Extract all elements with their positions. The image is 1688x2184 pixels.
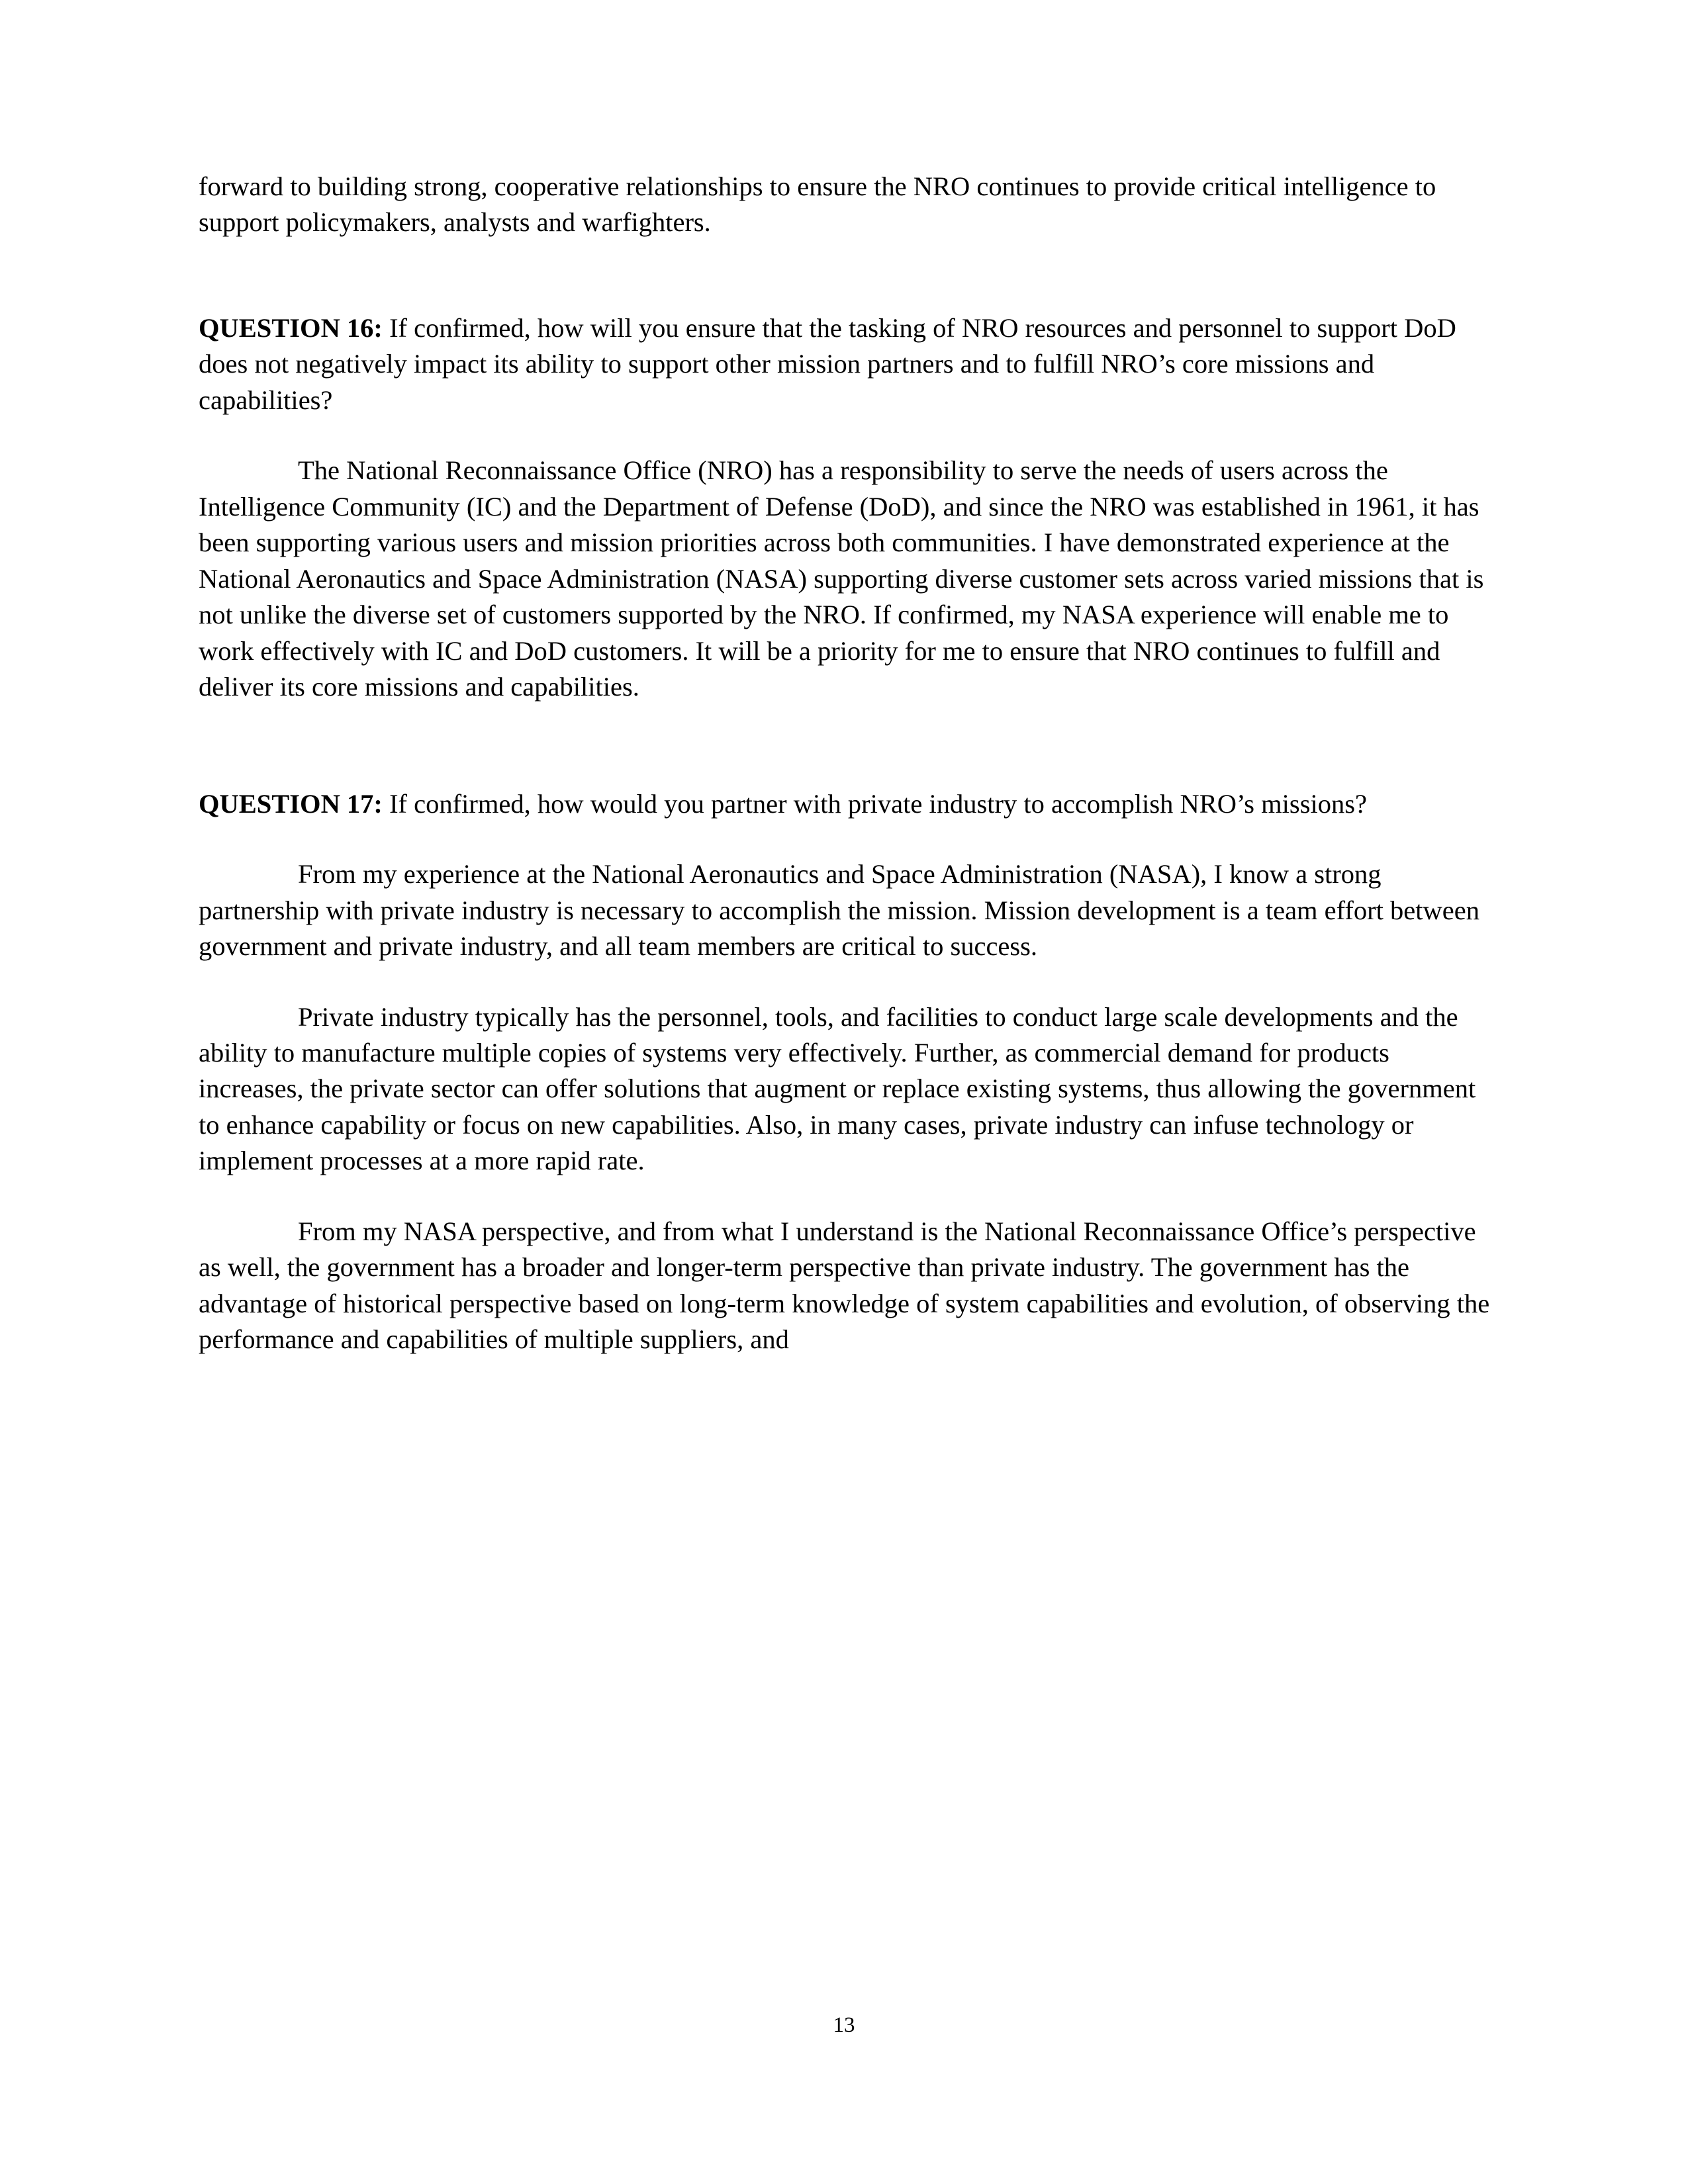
answer-16: The National Reconnaissance Office (NRO) has a responsibility to serve the needs of users across the Intelligence Community (IC) and the Department of Defense (DoD), and since the NRO was established in 1961, it has been supporting various users and mission priorities across both communities. I have demonstrated experience at the National Aeronautics and Space Administration (NASA) supporting diverse customer sets across varied missions that is not unlike the diverse set of customers supported by the NRO. If confirmed, my NASA experience will enable me to work effectively with IC and DoD customers. It will be a priority for me to ensure that NRO continues to fulfill and deliver its core missions and capabilities.: [199, 455, 1484, 702]
spacer: [199, 241, 1496, 310]
spacer: [199, 705, 1496, 786]
page-body: [199, 169, 1496, 1358]
question-17-block: [199, 786, 1496, 822]
question-17-label: QUESTION 17:: [199, 788, 383, 819]
answer-17-paragraph-1: From my experience at the National Aeronautics and Space Administration (NASA), I know a strong partnership with private industry is necessary to accomplish the mission. Mission development is a team effort between government and private industry, and all team members are critical to success.: [199, 859, 1479, 962]
page-number: 13: [833, 2013, 855, 2037]
answer-17-paragraph-2: Private industry typically has the personnel, tools, and facilities to conduct large scale developments and the ability to manufacture multiple copies of systems very effectively. Further, as commercial demand for products increases, the private sector can offer solutions that augment or replace existing systems, thus allowing the government to enhance capability or focus on new capabilities. Also, in many cases, private industry can infuse technology or implement processes at a more rapid rate.: [199, 1001, 1476, 1176]
question-16-label: QUESTION 16:: [199, 312, 383, 343]
question-16-text: If confirmed, how will you ensure that the tasking of NRO resources and personnel to support DoD does not negatively impact its ability to support other mission partners and to fulfill NRO’s core missions and capabilities?: [199, 312, 1456, 415]
spacer: [199, 1179, 1496, 1214]
question-16-block: [199, 310, 1496, 418]
answer-17-paragraph-3: From my NASA perspective, and from what I understand is the National Reconnaissance Office’s perspective as well, the government has a broader and longer-term perspective than private industry. The government has the advantage of historical perspective based on long-term knowledge of system capabilities and evolution, of observing the performance and capabilities of multiple suppliers, and: [199, 1216, 1490, 1355]
spacer: [199, 965, 1496, 999]
spacer: [199, 418, 1496, 453]
spacer: [199, 822, 1496, 856]
question-17-text: If confirmed, how would you partner with private industry to accomplish NRO’s missions?: [382, 788, 1367, 819]
paragraph-continued: forward to building strong, cooperative relationships to ensure the NRO continues to provide critical intelligence to support policymakers, analysts and warfighters.: [199, 171, 1436, 238]
